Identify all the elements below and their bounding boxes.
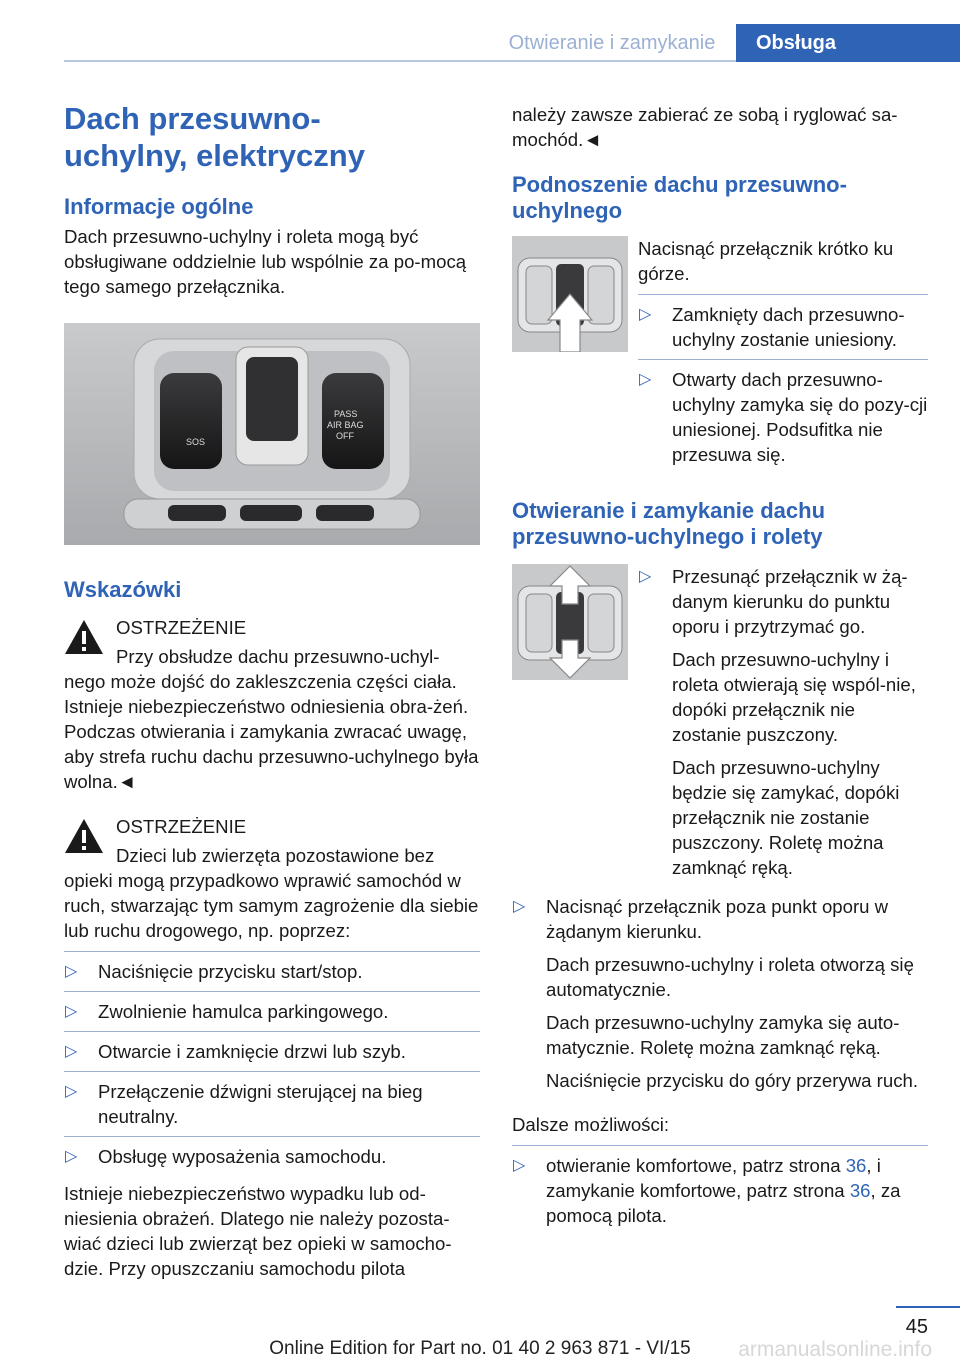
general-heading: Informacje ogólne bbox=[64, 194, 254, 219]
page-link-36-open[interactable]: 36 bbox=[845, 1155, 867, 1176]
general-text: Dach przesuwno-uchylny i roleta mogą być obsługiwane oddzielnie lub wspólnie za po-mocą tego samego przełącznika. bbox=[64, 226, 467, 297]
warning-icon bbox=[64, 818, 104, 854]
list-item: ▷ Obsługę wyposażenia samochodu. bbox=[65, 1146, 387, 1167]
triangle-bullet-icon: ▷ bbox=[65, 963, 78, 980]
raise-heading: Podnoszenie dachu przesuwno-uchylnego bbox=[512, 172, 847, 223]
warning-icon bbox=[64, 619, 104, 655]
page-link-36-close[interactable]: 36 bbox=[849, 1180, 871, 1201]
edition-footer: Online Edition for Part no. 01 40 2 963 871 - VI/15 bbox=[269, 1338, 691, 1359]
list-item: ▷ Nacisnąć przełącznik poza punkt oporu w żądanym kierunku. Dach przesuwno-uchylny i roleta otworzą się automatycznie. Dach przesuwno-uchylny zamyka się auto-matycznie. Roletę można zamknąć ręką. Naciśnięcie przycisku do góry przerywa ruch. bbox=[512, 894, 928, 1100]
open-item1-p3: Dach przesuwno-uchylny będzie się zamykać, dopóki przełącznik nie zostanie puszczony. Roletę można zamknąć ręką. bbox=[672, 757, 900, 878]
continued-text: należy zawsze zabierać ze sobą i ryglować sa-mochód.◄ bbox=[512, 104, 898, 150]
list-item: ▷ Naciśnięcie przycisku start/stop. bbox=[64, 959, 480, 992]
airbag-label: AIR BAG bbox=[327, 420, 364, 430]
warning-children-list bbox=[64, 951, 480, 1176]
list-item: ▷ Zwolnienie hamulca parkingowego. bbox=[64, 999, 480, 1032]
triangle-bullet-icon: ▷ bbox=[639, 306, 652, 323]
warning-pinch-title: OSTRZEŻENIE bbox=[116, 617, 247, 638]
triangle-bullet-icon: ▷ bbox=[65, 1083, 78, 1100]
sos-button bbox=[160, 373, 222, 469]
warning-children bbox=[64, 814, 480, 839]
warning-children-text: Dzieci lub zwierzęta pozostawione bez opieki mogą przypadkowo wprawić samochód w ruch, stwarzając tym samym zagrożenie dla siebie lub ruchu drogowego, np. poprzez: bbox=[64, 845, 479, 941]
sos-label: SOS bbox=[186, 437, 206, 447]
header-section-title: Otwieranie i zamykanie bbox=[508, 32, 716, 54]
raise-text bbox=[638, 236, 928, 474]
open-close-heading: Otwieranie i zamykanie dachu przesuwno-uchylnego i rolety bbox=[512, 498, 826, 549]
page-title: Dach przesuwno-uchylny, elektryczny bbox=[64, 101, 365, 173]
list-item: ▷ otwieranie komfortowe, patrz strona 36, i zamykanie komfortowe, patrz strona 36, za pomocą pilota. bbox=[513, 1155, 901, 1226]
open-close-list-a bbox=[638, 564, 928, 887]
page-number-rule bbox=[896, 1306, 960, 1308]
triangle-bullet-icon: ▷ bbox=[65, 1003, 78, 1020]
list-item: ▷ Przełączenie dźwigni sterującej na bieg neutralny. bbox=[64, 1079, 480, 1137]
pass-label: PASS bbox=[334, 409, 358, 419]
open-item2-p4: Naciśnięcie przycisku do góry przerywa ruch. bbox=[546, 1070, 919, 1091]
list-item: ▷ Zamknięty dach przesuwno-uchylny zostanie uniesiony. bbox=[638, 302, 928, 360]
triangle-bullet-icon: ▷ bbox=[639, 371, 652, 388]
triangle-bullet-icon: ▷ bbox=[513, 1157, 526, 1174]
switch-raise-illustration bbox=[512, 236, 628, 352]
triangle-bullet-icon: ▷ bbox=[513, 898, 526, 915]
switch-slide-illustration bbox=[512, 564, 628, 680]
open-close-list-b bbox=[512, 894, 928, 1100]
raise-section bbox=[512, 236, 928, 474]
roof-switch-photo bbox=[64, 323, 480, 545]
warning-children-title: OSTRZEŻENIE bbox=[116, 816, 247, 837]
more-heading: Dalsze możliwości: bbox=[512, 1114, 670, 1135]
raise-list bbox=[638, 294, 928, 474]
triangle-bullet-icon: ▷ bbox=[65, 1148, 78, 1165]
triangle-bullet-icon: ▷ bbox=[65, 1043, 78, 1060]
open-close-text bbox=[638, 564, 928, 887]
warning-pinch-text: Przy obsłudze dachu przesuwno-uchyl-nego może dojść do zakleszczenia części ciała. Istnieje niebezpieczeństwo odniesienia obra-żeń. Podczas otwierania i zamykania zwracać uwagę, aby strefa ruchu dachu przesuwno-uchylnego była wolna.◄ bbox=[64, 646, 479, 792]
more-list bbox=[512, 1145, 928, 1235]
list-item: ▷ Przesunąć przełącznik w żą-danym kierunku do punktu oporu i przytrzymać go. Dach przesuwno-uchylny i roleta otwierają się wspól-nie, dopóki przełącznik nie zostanie puszczony. Dach przesuwno-uchylny będzie się zamykać, dopóki przełącznik nie zostanie puszczony. Roletę można zamknąć ręką. bbox=[638, 564, 928, 887]
open-item1-p2: Dach przesuwno-uchylny i roleta otwierają się wspól-nie, dopóki przełącznik nie zostanie puszczony. bbox=[672, 649, 916, 745]
open-item2-p2: Dach przesuwno-uchylny i roleta otworzą się automatycznie. bbox=[546, 954, 914, 1000]
open-item2-p3: Dach przesuwno-uchylny zamyka się auto-matycznie. Roletę można zamknąć ręką. bbox=[546, 1012, 900, 1058]
warning-children-after: Istnieje niebezpieczeństwo wypadku lub od-niesienia obrażeń. Dlatego nie należy pozosta-wiać dzieci lub zwierząt bez opieki w samocho-dzie. Przy opuszczaniu samochodu pilota bbox=[64, 1183, 452, 1279]
roof-switch bbox=[246, 357, 298, 441]
left-column bbox=[64, 100, 480, 1281]
site-watermark: armanualsonline.info bbox=[738, 1338, 932, 1361]
list-item: ▷ Otwarty dach przesuwno-uchylny zamyka się do pozy-cji uniesionej. Podsufitka nie przesuwa się. bbox=[639, 369, 928, 465]
right-column bbox=[512, 100, 928, 1242]
triangle-bullet-icon: ▷ bbox=[639, 568, 652, 585]
off-label: OFF bbox=[336, 431, 354, 441]
list-item: ▷ Otwarcie i zamknięcie drzwi lub szyb. bbox=[64, 1039, 480, 1072]
open-close-section bbox=[512, 564, 928, 887]
hints-heading: Wskazówki bbox=[64, 577, 182, 602]
page-number: 45 bbox=[905, 1316, 928, 1338]
warning-pinch bbox=[64, 615, 480, 640]
header-tab: Obsługa bbox=[736, 24, 960, 62]
raise-intro: Nacisnąć przełącznik krótko ku górze. bbox=[638, 238, 894, 284]
